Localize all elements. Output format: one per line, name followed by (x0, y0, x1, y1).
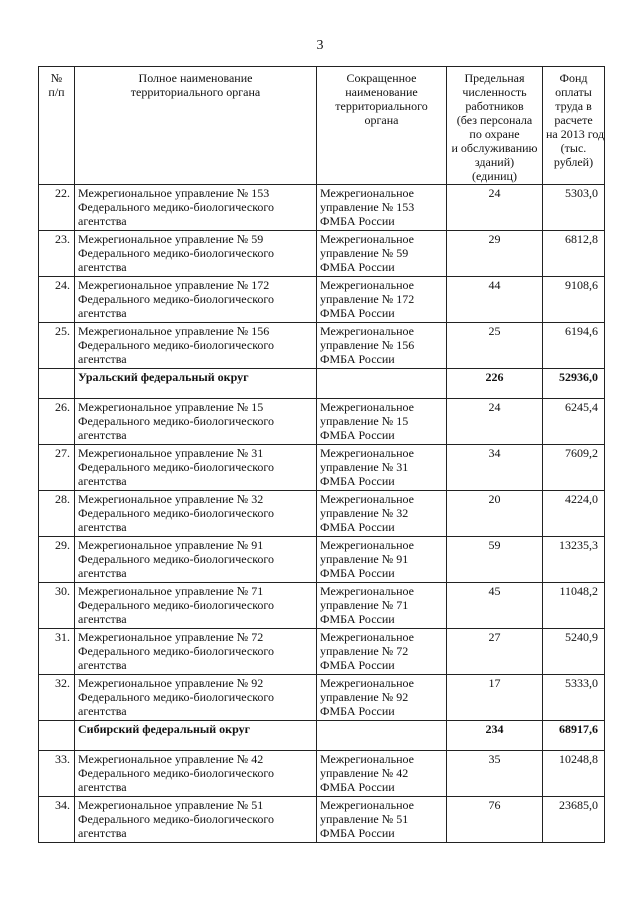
row-full-name (75, 277, 317, 323)
short-name-line: ФМБА России (320, 612, 395, 626)
row-staff-limit: 29 (447, 231, 543, 277)
row-payroll-fund: 7609,2 (543, 445, 605, 491)
row-staff-limit: 17 (447, 675, 543, 721)
row-staff-limit: 25 (447, 323, 543, 369)
row-number: 22. (39, 185, 75, 231)
page-number: 3 (316, 38, 324, 53)
short-name-line: управление № 42 (320, 766, 409, 780)
header-text-line: (единиц) (472, 169, 517, 183)
row-payroll-fund: 5303,0 (543, 185, 605, 231)
row-short-name (317, 797, 447, 843)
row-number: 29. (39, 537, 75, 583)
row-full-name (75, 185, 317, 231)
row-full-name (75, 231, 317, 277)
short-name-line: Межрегиональное (320, 492, 415, 506)
full-name-line: Межрегиональное управление № 92 (78, 676, 264, 690)
row-payroll-fund: 13235,3 (543, 537, 605, 583)
header-text-line: на 2013 год (546, 127, 605, 141)
header-text-line: зданий) (474, 155, 515, 169)
row-full-name (75, 323, 317, 369)
row-short-name (317, 231, 447, 277)
full-name-line: Федерального медико-биологического (78, 552, 275, 566)
table-body (39, 185, 605, 843)
header-num (39, 67, 75, 185)
row-short-name (317, 537, 447, 583)
row-payroll-fund: 5240,9 (543, 629, 605, 675)
header-text-line: (без персонала (456, 113, 533, 127)
full-name-line: Межрегиональное управление № 71 (78, 584, 264, 598)
full-name-line: агентства (78, 780, 127, 794)
full-name-line: агентства (78, 566, 127, 580)
full-name-line: агентства (78, 474, 127, 488)
row-number: 33. (39, 751, 75, 797)
row-short-name (317, 629, 447, 675)
row-payroll-fund: 6245,4 (543, 399, 605, 445)
header-text-line: труда в (555, 99, 592, 113)
row-staff-limit: 35 (447, 751, 543, 797)
short-name-line: Межрегиональное (320, 630, 415, 644)
short-name-line: Межрегиональное (320, 400, 415, 414)
short-name-line: Межрегиональное (320, 752, 415, 766)
table-row (39, 185, 605, 231)
full-name-line: агентства (78, 704, 127, 718)
short-name-line: ФМБА России (320, 214, 395, 228)
full-name-line: Федерального медико-биологического (78, 246, 275, 260)
row-number: 26. (39, 399, 75, 445)
short-name-line: ФМБА России (320, 306, 395, 320)
short-name-line: управление № 15 (320, 414, 409, 428)
header-text-line: и обслуживанию (451, 141, 538, 155)
full-name-line: Межрегиональное управление № 32 (78, 492, 264, 506)
table-row (39, 751, 605, 797)
full-name-line: Межрегиональное управление № 72 (78, 630, 264, 644)
row-short-name (317, 491, 447, 537)
row-short-name (317, 323, 447, 369)
short-name-line: Межрегиональное (320, 186, 415, 200)
short-name-line: управление № 153 (320, 200, 415, 214)
full-name-line: Федерального медико-биологического (78, 644, 275, 658)
header-text-line: наименование (345, 85, 418, 99)
row-payroll-fund: 23685,0 (543, 797, 605, 843)
header-text-line: Сокращенное (346, 71, 417, 85)
short-name-line: управление № 172 (320, 292, 415, 306)
table-header-row (39, 67, 605, 185)
short-name-line: Межрегиональное (320, 676, 415, 690)
short-name-line: Межрегиональное (320, 798, 415, 812)
row-number: 31. (39, 629, 75, 675)
short-name-line: ФМБА России (320, 260, 395, 274)
header-text-line: органа (364, 113, 399, 127)
table-row (39, 797, 605, 843)
table-row (39, 629, 605, 675)
row-payroll-fund: 10248,8 (543, 751, 605, 797)
row-full-name (75, 491, 317, 537)
row-full-name (75, 751, 317, 797)
short-name-line: ФМБА России (320, 474, 395, 488)
short-name-line: ФМБА России (320, 704, 395, 718)
table-row (39, 491, 605, 537)
full-name-line: Федерального медико-биологического (78, 200, 275, 214)
full-name-line: Межрегиональное управление № 42 (78, 752, 264, 766)
short-name-line: ФМБА России (320, 428, 395, 442)
full-name-line: Федерального медико-биологического (78, 414, 275, 428)
short-name-line: управление № 156 (320, 338, 415, 352)
full-name-line: Межрегиональное управление № 172 (78, 278, 270, 292)
subtotal-number (39, 721, 75, 751)
full-name-line: Федерального медико-биологического (78, 292, 275, 306)
short-name-line: управление № 91 (320, 552, 409, 566)
row-number: 30. (39, 583, 75, 629)
short-name-line: управление № 51 (320, 812, 409, 826)
subtotal-row (39, 721, 605, 751)
full-name-line: Межрегиональное управление № 59 (78, 232, 264, 246)
full-name-line: агентства (78, 520, 127, 534)
header-text-line: расчете (554, 113, 593, 127)
row-payroll-fund: 4224,0 (543, 491, 605, 537)
header-full-name (75, 67, 317, 185)
full-name-line: агентства (78, 260, 127, 274)
row-short-name (317, 751, 447, 797)
short-name-line: Межрегиональное (320, 446, 415, 460)
staff-table (38, 66, 605, 843)
row-short-name (317, 675, 447, 721)
full-name-line: агентства (78, 306, 127, 320)
header-text-line: Полное наименование (138, 71, 253, 85)
subtotal-row (39, 369, 605, 399)
short-name-line: управление № 71 (320, 598, 409, 612)
table-row (39, 399, 605, 445)
subtotal-payroll-fund: 68917,6 (543, 721, 605, 751)
short-name-line: управление № 32 (320, 506, 409, 520)
full-name-line: агентства (78, 612, 127, 626)
header-text-line: оплаты (555, 85, 592, 99)
table-row (39, 675, 605, 721)
full-name-line: Межрегиональное управление № 91 (78, 538, 264, 552)
full-name-line: Межрегиональное управление № 51 (78, 798, 264, 812)
row-short-name (317, 185, 447, 231)
full-name-line: агентства (78, 352, 127, 366)
row-staff-limit: 34 (447, 445, 543, 491)
full-name-line: Федерального медико-биологического (78, 506, 275, 520)
header-text-line: территориального органа (130, 85, 261, 99)
row-payroll-fund: 6194,6 (543, 323, 605, 369)
subtotal-short-name (317, 369, 447, 399)
short-name-line: ФМБА России (320, 826, 395, 840)
header-payroll-fund (543, 67, 605, 185)
short-name-line: ФМБА России (320, 658, 395, 672)
row-number: 24. (39, 277, 75, 323)
row-short-name (317, 399, 447, 445)
row-full-name (75, 537, 317, 583)
subtotal-title: Сибирский федеральный округ (75, 721, 317, 751)
table-row (39, 583, 605, 629)
row-number: 34. (39, 797, 75, 843)
subtotal-number (39, 369, 75, 399)
full-name-line: Федерального медико-биологического (78, 460, 275, 474)
row-payroll-fund: 5333,0 (543, 675, 605, 721)
subtotal-staff-limit: 234 (447, 721, 543, 751)
subtotal-staff-limit: 226 (447, 369, 543, 399)
row-payroll-fund: 6812,8 (543, 231, 605, 277)
header-text-line: (тыс. (560, 141, 587, 155)
row-staff-limit: 44 (447, 277, 543, 323)
table-row (39, 323, 605, 369)
row-staff-limit: 45 (447, 583, 543, 629)
header-text-line: № (50, 71, 63, 85)
header-text-line: Предельная (464, 71, 525, 85)
short-name-line: Межрегиональное (320, 538, 415, 552)
table-row (39, 445, 605, 491)
row-full-name (75, 445, 317, 491)
full-name-line: Федерального медико-биологического (78, 690, 275, 704)
header-text-line: рублей) (553, 155, 594, 169)
header-text-line: численность (462, 85, 527, 99)
row-short-name (317, 583, 447, 629)
short-name-line: ФМБА России (320, 566, 395, 580)
row-full-name (75, 675, 317, 721)
row-number: 25. (39, 323, 75, 369)
subtotal-short-name (317, 721, 447, 751)
full-name-line: агентства (78, 658, 127, 672)
row-short-name (317, 277, 447, 323)
full-name-line: агентства (78, 428, 127, 442)
row-payroll-fund: 11048,2 (543, 583, 605, 629)
short-name-line: управление № 31 (320, 460, 409, 474)
header-text-line: Фонд (559, 71, 588, 85)
row-staff-limit: 24 (447, 399, 543, 445)
row-full-name (75, 583, 317, 629)
row-number: 32. (39, 675, 75, 721)
row-staff-limit: 27 (447, 629, 543, 675)
header-text-line: по охране (469, 127, 520, 141)
row-number: 28. (39, 491, 75, 537)
short-name-line: управление № 92 (320, 690, 409, 704)
row-full-name (75, 797, 317, 843)
short-name-line: Межрегиональное (320, 324, 415, 338)
full-name-line: Межрегиональное управление № 153 (78, 186, 270, 200)
full-name-line: Федерального медико-биологического (78, 766, 275, 780)
full-name-line: Федерального медико-биологического (78, 812, 275, 826)
row-staff-limit: 59 (447, 537, 543, 583)
row-full-name (75, 399, 317, 445)
short-name-line: управление № 72 (320, 644, 409, 658)
short-name-line: ФМБА России (320, 780, 395, 794)
short-name-line: ФМБА России (320, 520, 395, 534)
header-short-name (317, 67, 447, 185)
subtotal-title: Уральский федеральный округ (75, 369, 317, 399)
row-staff-limit: 24 (447, 185, 543, 231)
table-row (39, 537, 605, 583)
row-short-name (317, 445, 447, 491)
full-name-line: Федерального медико-биологического (78, 338, 275, 352)
row-staff-limit: 20 (447, 491, 543, 537)
full-name-line: Федерального медико-биологического (78, 598, 275, 612)
short-name-line: ФМБА России (320, 352, 395, 366)
header-staff-limit (447, 67, 543, 185)
short-name-line: управление № 59 (320, 246, 409, 260)
subtotal-payroll-fund: 52936,0 (543, 369, 605, 399)
header-text-line: работников (465, 99, 524, 113)
full-name-line: агентства (78, 214, 127, 228)
row-number: 23. (39, 231, 75, 277)
row-number: 27. (39, 445, 75, 491)
short-name-line: Межрегиональное (320, 278, 415, 292)
short-name-line: Межрегиональное (320, 232, 415, 246)
header-text-line: территориального (335, 99, 428, 113)
header-text-line: п/п (48, 85, 65, 99)
full-name-line: агентства (78, 826, 127, 840)
full-name-line: Межрегиональное управление № 15 (78, 400, 264, 414)
row-payroll-fund: 9108,6 (543, 277, 605, 323)
short-name-line: Межрегиональное (320, 584, 415, 598)
full-name-line: Межрегиональное управление № 156 (78, 324, 270, 338)
full-name-line: Межрегиональное управление № 31 (78, 446, 264, 460)
table-row (39, 277, 605, 323)
row-staff-limit: 76 (447, 797, 543, 843)
row-full-name (75, 629, 317, 675)
table-row (39, 231, 605, 277)
